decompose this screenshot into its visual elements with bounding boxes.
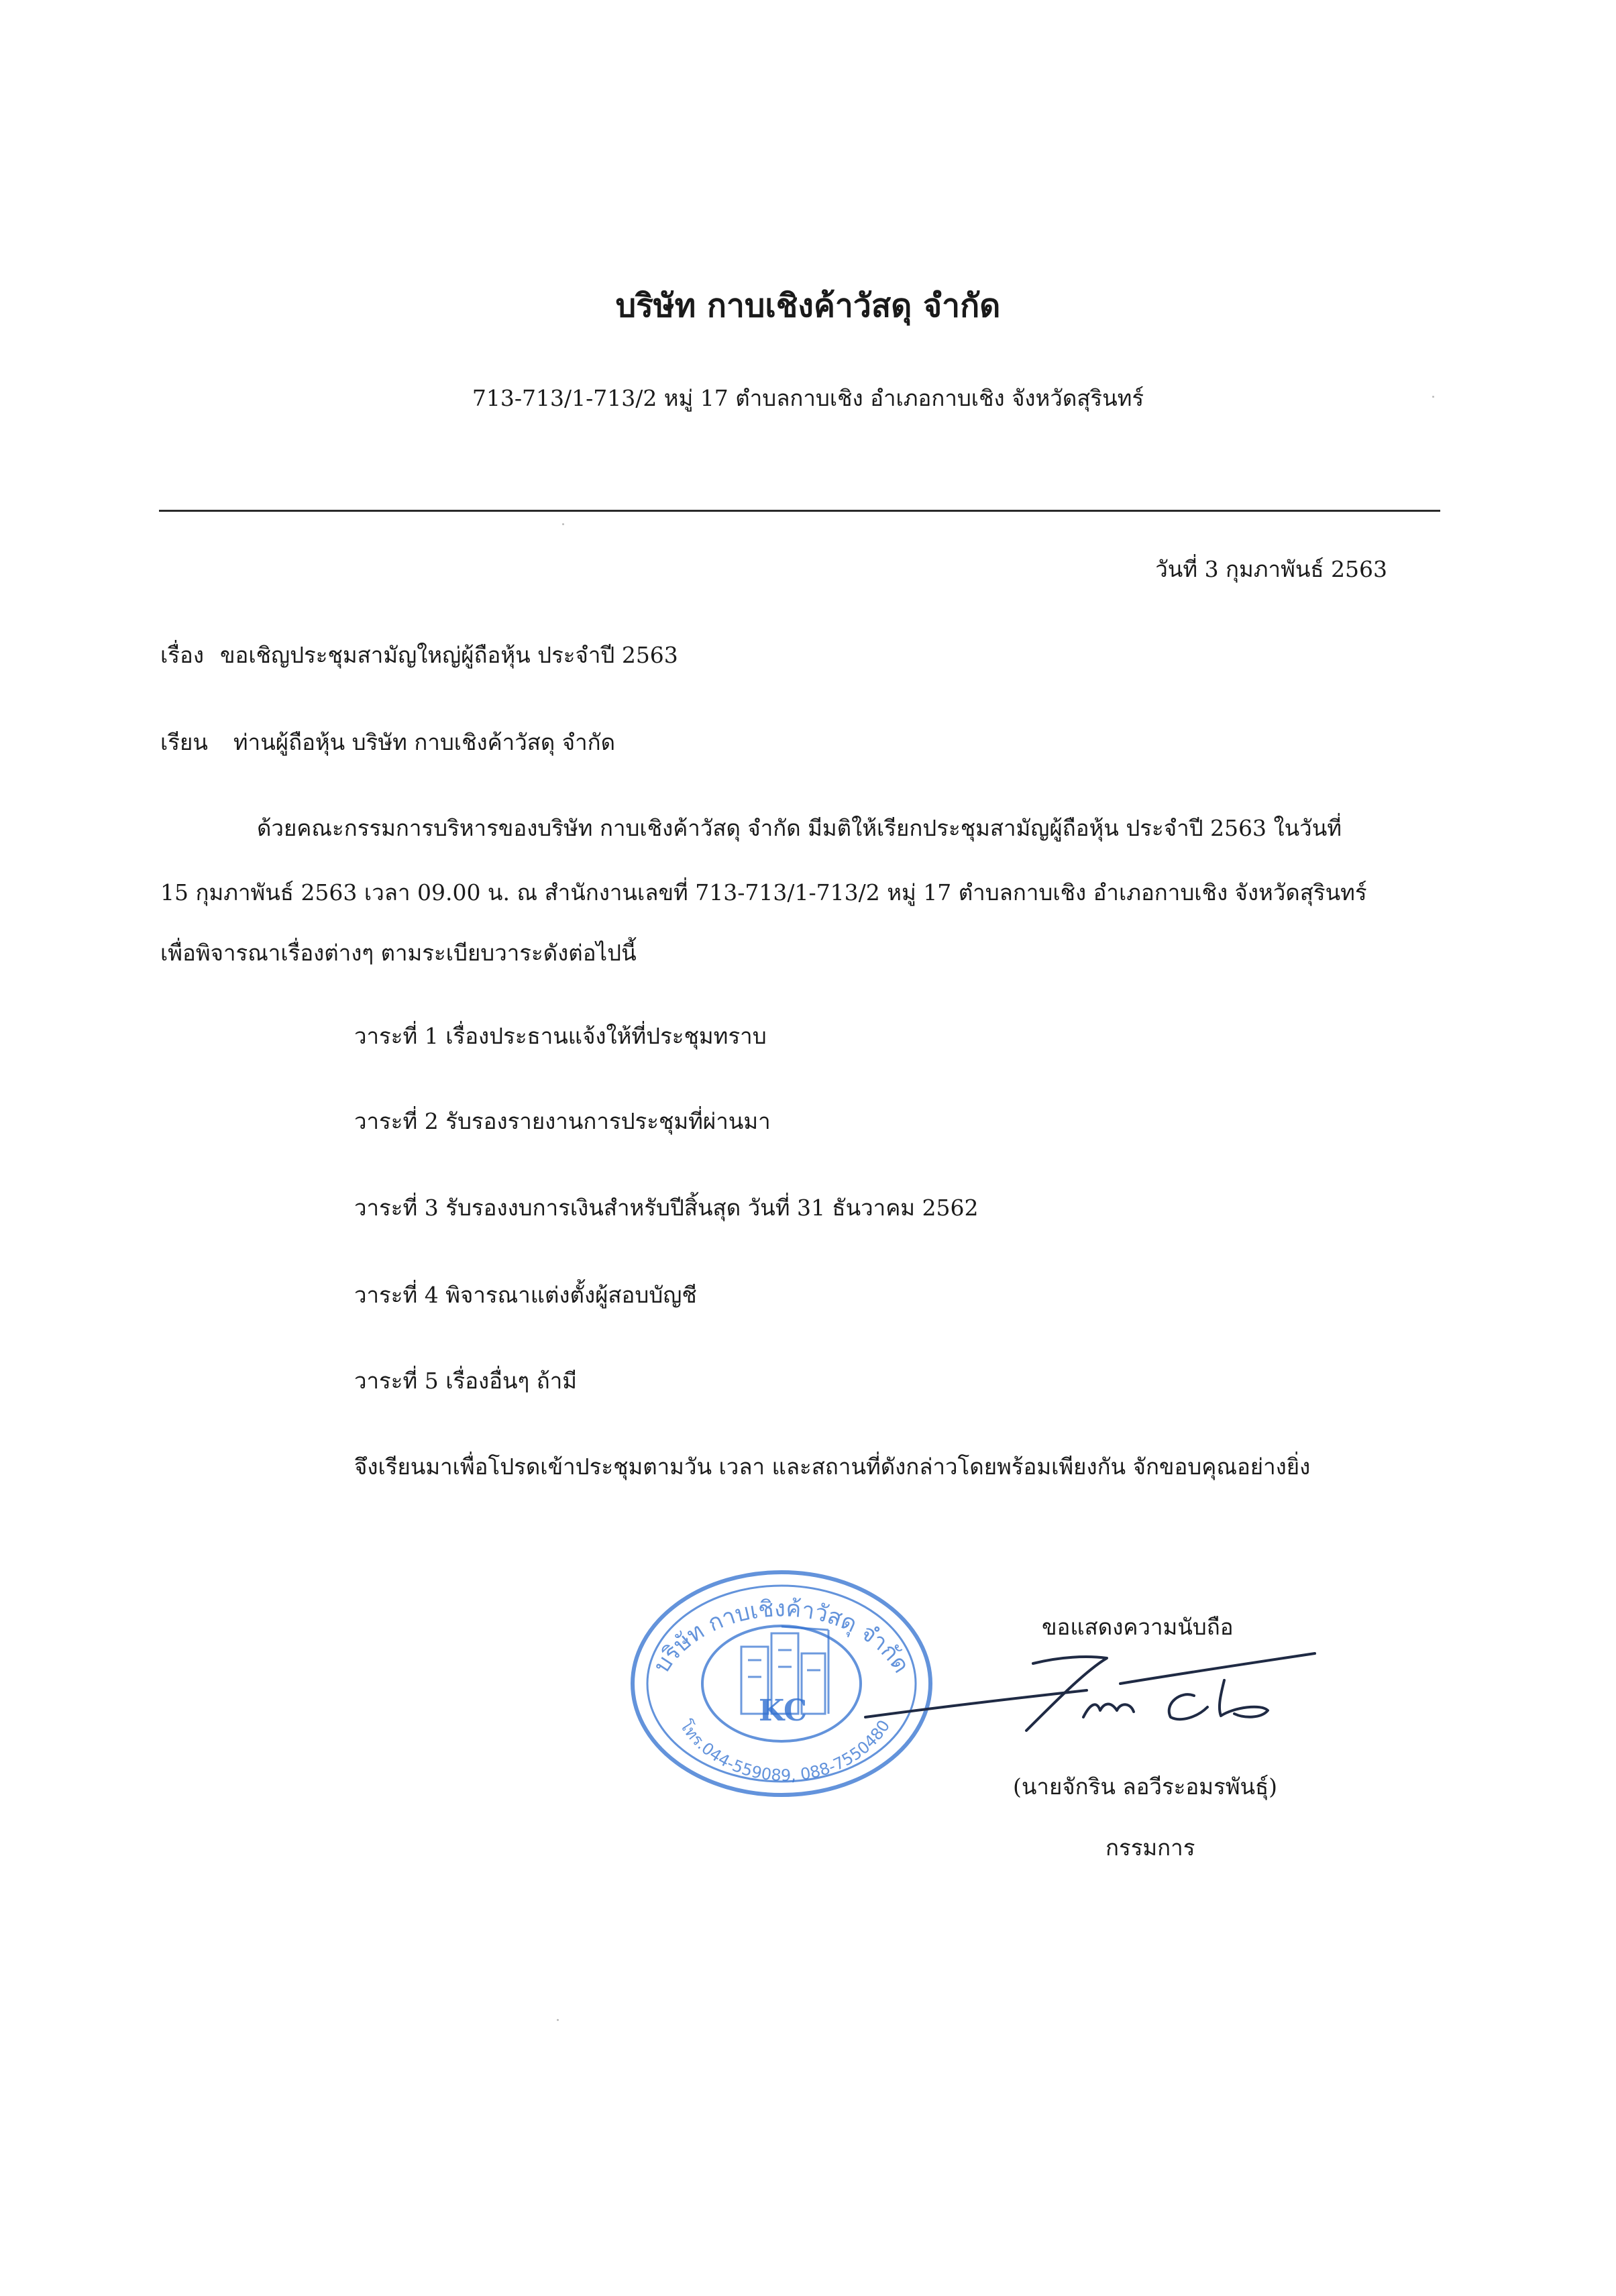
agenda-item: วาระที่ 5 เรื่องอื่นๆ ถ้ามี — [354, 1368, 578, 1394]
agenda-item: วาระที่ 4 พิจารณาแต่งตั้งผู้สอบบัญชี — [354, 1282, 697, 1308]
letter-date: วันที่ 3 กุมภาพันธ์ 2563 — [1155, 556, 1387, 582]
recipient-line — [160, 724, 615, 760]
regards-text: ขอแสดงความนับถือ — [1042, 1614, 1234, 1640]
company-address: 713-713/1-713/2 หมู่ 17 ตำบลกาบเชิง อำเภอกาบเชิง จังหวัดสุรินทร์ — [472, 385, 1144, 411]
body-line: เพื่อพิจารณาเรื่องต่างๆ ตามระเบียบวาระดังต่อไปนี้ — [160, 940, 637, 966]
body-line: ด้วยคณะกรรมการบริหารของบริษัท กาบเชิงค้าวัสดุ จำกัด มีมติให้เรียกประชุมสามัญผู้ถือหุ้น ประจำปี 2563 ในวันที่ — [257, 815, 1342, 841]
signer-name: (นายจักริน ลอวีระอมรพันธุ์) — [1013, 1773, 1278, 1800]
agenda-item: วาระที่ 3 รับรองงบการเงินสำหรับปีสิ้นสุด วันที่ 31 ธันวาคม 2562 — [354, 1195, 979, 1221]
subject-line — [160, 637, 678, 673]
stamp-logo-text: KC — [758, 1694, 808, 1728]
closing-text: จึงเรียนมาเพื่อโปรดเข้าประชุมตามวัน เวลา และสถานที่ดังกล่าวโดยพร้อมเพียงกัน จักขอบคุณอย่างยิ่ง — [354, 1454, 1311, 1480]
company-name: บริษัท กาบเชิงค้าวัสดุ จำกัด — [615, 287, 1001, 325]
agenda-item: วาระที่ 1 เรื่องประธานแจ้งให้ที่ประชุมทราบ — [354, 1023, 767, 1049]
signer-position: กรรมการ — [1106, 1835, 1195, 1861]
subject-label: เรื่อง — [160, 642, 204, 668]
letterhead-divider — [159, 510, 1440, 512]
scan-speck — [562, 523, 564, 525]
stamp-phone-text: โทร.044-559089, 088-7550480 — [676, 1716, 894, 1786]
scan-speck — [557, 2019, 559, 2021]
stamp-company-text: บริษัท กาบเชิงค้าวัสดุ จำกัด — [648, 1595, 915, 1678]
body-line: 15 กุมภาพันธ์ 2563 เวลา 09.00 น. ณ สำนักงานเลขที่ 713-713/1-713/2 หมู่ 17 ตำบลกาบเชิง อำเภอกาบเชิง จังหวัดสุรินทร์ — [160, 879, 1367, 906]
recipient-label: เรียน — [160, 729, 208, 755]
recipient-text: ท่านผู้ถือหุ้น บริษัท กาบเชิงค้าวัสดุ จำกัด — [233, 729, 616, 755]
agenda-item: วาระที่ 2 รับรองรายงานการประชุมที่ผ่านมา — [354, 1108, 771, 1134]
subject-text: ขอเชิญประชุมสามัญใหญ่ผู้ถือหุ้น ประจำปี 2563 — [219, 642, 678, 668]
handwritten-signature — [859, 1643, 1322, 1751]
